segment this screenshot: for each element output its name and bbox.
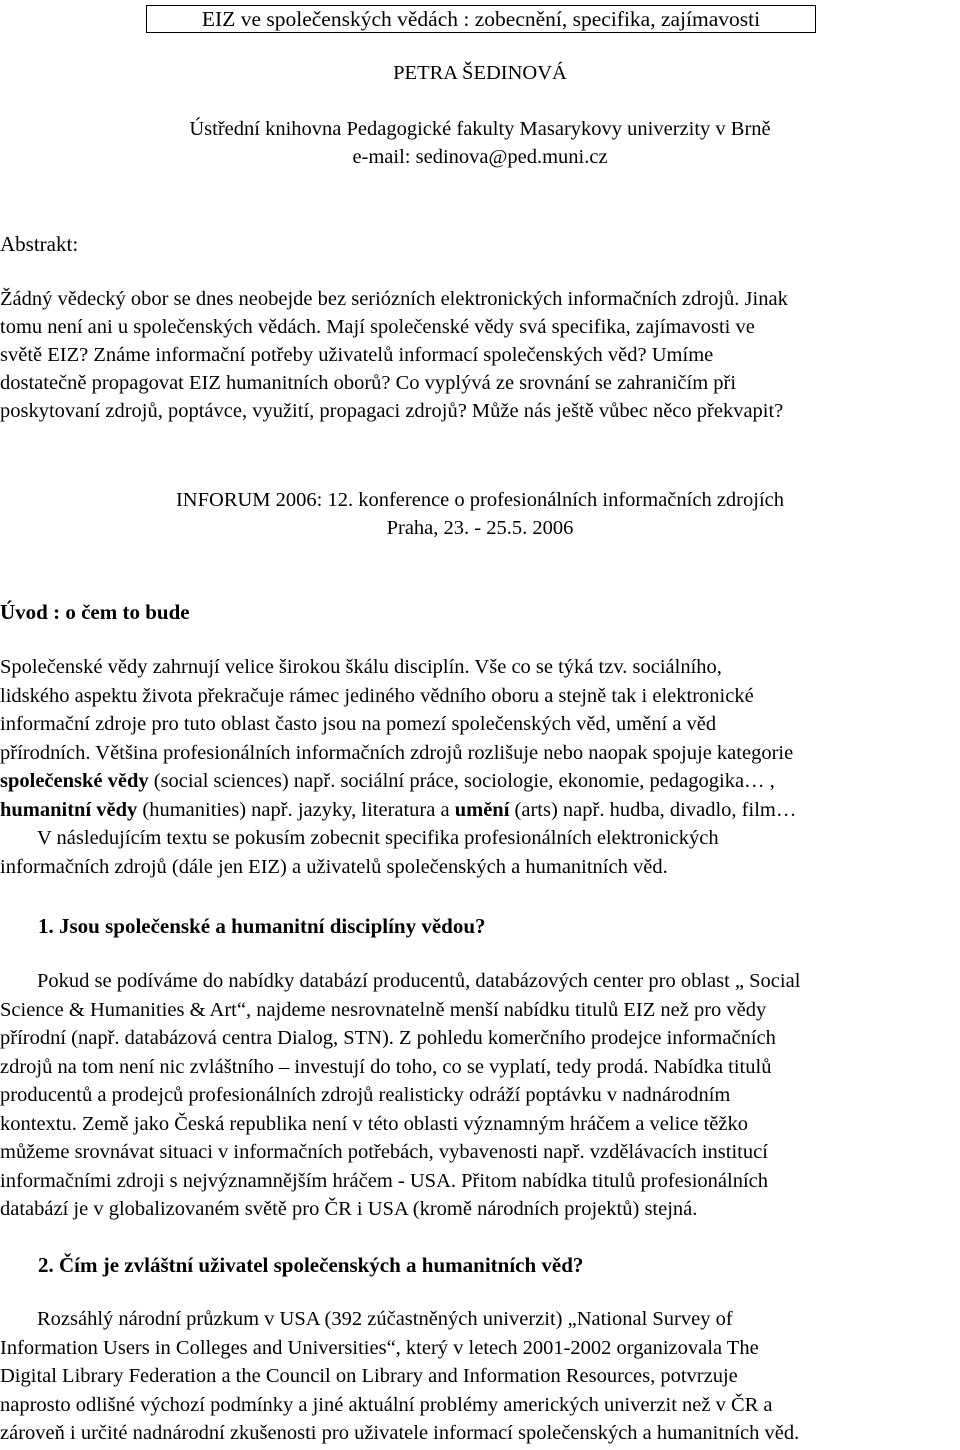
intro-line: Společenské vědy zahrnují velice širokou škálu disciplín. Vše co se týká tzv. sociálního, [0,656,722,678]
section1-line: databází je v globalizovaném světě pro ČR i USA (kromě národních projektů) stejná. [0,1198,698,1220]
section1-line: kontextu. Země jako Česká republika není v této oblasti významným hráčem a velice těžko [0,1112,748,1135]
abstract-line: tomu není ani u společenských vědách. Mají společenské vědy svá specifika, zajímavosti ve [0,316,755,338]
section1-line: můžeme srovnávat situaci v informačních potřebách, vybavenosti např. vzdělávacích institucí [0,1141,768,1163]
section2-line: zároveň i určité nadnárodní zkušenosti pro uživatele informací společenských a humanitních věd. [0,1422,800,1444]
intro-text: (humanities) např. jazyky, literatura a [137,798,455,821]
intro-heading: Úvod : o čem to bude [0,600,190,624]
section1-line: informačními zdroji s nejvýznamnějším hráčem - USA. Přitom nabídka titulů profesionálních [0,1169,769,1192]
section2-line: Information Users in Colleges and Universities“, který v letech 2001-2002 organizovala The [0,1336,759,1359]
section2-line: Rozsáhlý národní průzkum v USA (392 zúčastněných univerzit) „National Survey of [37,1308,733,1330]
term-humanities: humanitní vědy [0,798,138,821]
email: e-mail: sedinova@ped.muni.cz [352,146,608,168]
intro-line: informačních zdrojů (dále jen EIZ) a uživatelů společenských a humanitních věd. [0,855,668,878]
section2-paragraph [0,1305,958,1448]
intro-line [0,796,958,825]
intro-line: V následujícím textu se pokusím zobecnit specifika profesionálních elektronických [37,827,719,849]
intro-line: přírodních. Většina profesionálních informačních zdrojů rozlišuje nebo naopak spojuje kategorie [0,741,794,764]
conference-line: INFORUM 2006: 12. konference o profesionálních informačních zdrojích [175,489,784,511]
section2-line: naprosto odlišné výchozí podmínky a jiné aktuální problémy amerických univerzit než v ČR a [0,1393,773,1416]
intro-line: lidského aspektu života překračuje rámec jediného vědního oboru a stejně tak i elektronické [0,684,754,707]
document-title: EIZ ve společenských vědách : zobecnění, specifika, zajímavosti [146,5,816,33]
term-social-sciences: společenské vědy [0,770,149,792]
abstract-line: Žádný vědecký obor se dnes neobejde bez seriózních elektronických informačních zdrojů. Jinak [0,288,788,310]
section2-line: Digital Library Federation a the Council on Library and Information Resources, potvrzuje [0,1365,738,1387]
intro-line: informační zdroje pro tuto oblast často jsou na pomezí společenských věd, umění a věd [0,713,717,735]
term-arts: umění [454,798,510,821]
section1-heading: 1. Jsou společenské a humanitní disciplíny vědou? [38,914,486,938]
abstract-line: poskytovaní zdrojů, poptávce, využití, propagaci zdrojů? Může nás ještě vůbec něco překvapit? [0,400,784,422]
section1-line: producentů a prodejců profesionálních zdrojů realisticky odráží poptávku v nadnárodním [0,1084,731,1106]
abstract-text [0,285,958,425]
abstract-label: Abstrakt: [0,232,79,256]
conference-date: Praha, 23. - 25.5. 2006 [386,517,574,539]
intro-text: (social sciences) např. sociální práce, sociologie, ekonomie, pedagogika… , [148,770,775,792]
section1-line: zdrojů na tom není nic zvláštního – investují do toho, co se vyplatí, tedy prodá. Nabídka titulů [0,1055,772,1078]
section1-line: přírodní (např. databázová centra Dialog, STN). Z pohledu komerčního prodejce informačních [0,1027,776,1049]
section2-heading: 2. Čím je zvláštní uživatel společenských a humanitních věd? [38,1253,584,1277]
abstract-line: dostatečně propagovat EIZ humanitních oborů? Co vyplývá ze srovnání se zahraničím při [0,372,737,394]
intro-text: (arts) např. hudba, divadlo, film… [509,798,797,821]
section1-line: Pokud se podíváme do nabídky databází producentů, databázových center pro oblast „ Social [37,970,801,992]
affiliation: Ústřední knihovna Pedagogické fakulty Masarykovy univerzity v Brně [189,118,771,140]
intro-line [0,767,958,796]
section1-line: Science & Humanities & Art“, najdeme nesrovnatelně menší nabídku titulů EIZ než pro vědy [0,998,767,1021]
author-name: PETRA ŠEDINOVÁ [393,62,567,84]
intro-paragraph [0,653,958,881]
abstract-line: světě EIZ? Známe informační potřeby uživatelů informací společenských věd? Umíme [0,344,714,366]
section1-paragraph [0,967,958,1224]
